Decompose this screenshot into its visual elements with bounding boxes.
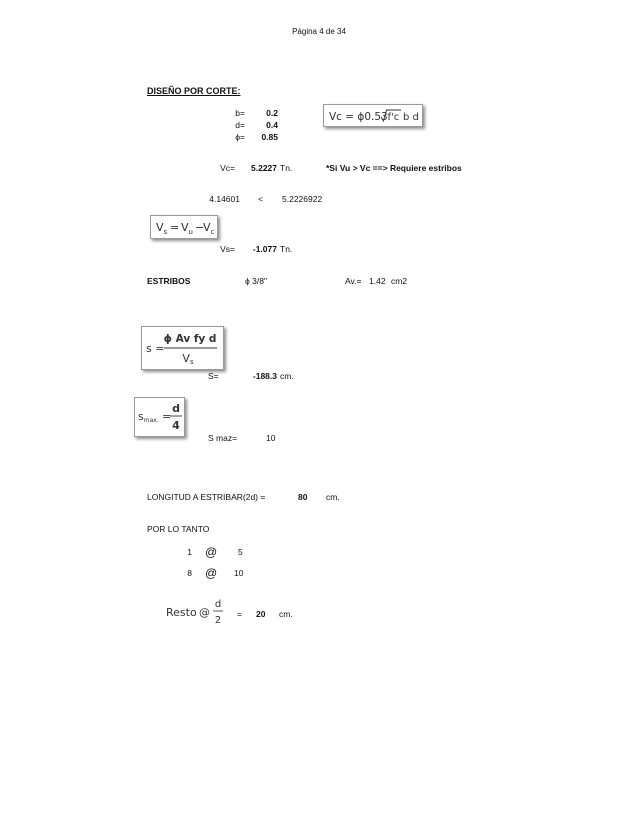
svg-text:d: d [172, 402, 180, 415]
compare-op: < [258, 194, 263, 204]
compare-right: 5.2226922 [282, 194, 323, 204]
longitud-unit: cm. [326, 492, 340, 502]
conclusion-row-count: 1 [187, 547, 192, 557]
spacing-unit: cm. [280, 371, 294, 381]
vc-label: Vc= [220, 163, 235, 173]
svg-text:s =: s = [146, 342, 165, 355]
vc-note: *Si Vu > Vc ==> Requiere estribos [326, 163, 462, 173]
smax-label: S maz= [208, 433, 238, 443]
vs-unit: Tn. [280, 244, 293, 254]
conclusion-row-count: 8 [187, 568, 192, 578]
vs-label: Vs= [220, 244, 235, 254]
param-d-label: d= [235, 120, 245, 130]
compare-left: 4.14601 [209, 194, 240, 204]
conclusion-row-spacing: 5 [238, 547, 243, 557]
smax-formula [134, 397, 185, 437]
svg-text:d: d [214, 599, 222, 610]
conclusion-title: POR LO TANTO [147, 524, 210, 534]
spacing-label: S= [208, 371, 219, 381]
svg-text:=: = [162, 410, 172, 423]
svg-text:4: 4 [172, 419, 180, 432]
svg-text:@: @ [199, 606, 210, 619]
svg-text:Vs = Vu −: $V_s$ = $V_u$ − $V_c$ [156, 221, 215, 236]
svg-text:2: 2 [214, 615, 222, 626]
svg-text:Resto: Resto [166, 606, 197, 619]
resto-unit: cm. [279, 609, 293, 619]
param-phi-value: 0.85 [261, 132, 278, 142]
at-symbol: @ [205, 545, 218, 559]
estribos-label: ESTRIBOS [147, 276, 191, 286]
vs-value: -1.077 [252, 244, 277, 254]
vc-unit: Tn. [280, 163, 293, 173]
param-b-value: 0.2 [266, 108, 278, 118]
at-symbol: @ [205, 566, 218, 580]
estribos-bar: ϕ 3/8" [245, 276, 267, 286]
conclusion-row-spacing: 10 [234, 568, 244, 578]
smax-value: 10 [266, 433, 276, 443]
vc-formula-lhs: Vc = ϕ0.53 [329, 111, 388, 123]
param-d-value: 0.4 [266, 120, 278, 130]
longitud-value: 80 [298, 492, 308, 502]
resto-equals: = [237, 609, 242, 619]
param-b-label: b= [235, 108, 245, 118]
spacing-value: -188.3 [252, 371, 277, 381]
param-phi-label: ϕ= [235, 132, 245, 142]
av-value: 1.42 [369, 276, 386, 286]
spacing-formula [141, 326, 224, 370]
resto-formula [164, 596, 230, 626]
av-unit: cm2 [391, 276, 408, 286]
longitud-label: LONGITUD A ESTRIBAR(2d) = [147, 492, 266, 502]
vs-formula [150, 215, 218, 239]
av-label: Av.= [345, 276, 362, 286]
svg-text:smax.: smax. [138, 410, 159, 424]
resto-value: 20 [256, 609, 266, 619]
vc-formula [323, 104, 423, 127]
vc-formula-rhs: b d [403, 112, 419, 123]
svg-text:Vs: Vs [182, 352, 194, 366]
vc-formula-sqrt-arg: f'c [387, 112, 400, 123]
vc-value: 5.2227 [251, 163, 277, 173]
page-number: Página 4 de 34 [292, 27, 346, 36]
section-title: DISEÑO POR CORTE: [147, 86, 241, 96]
svg-text:ϕ Av fy d: ϕ Av fy d [163, 333, 217, 345]
